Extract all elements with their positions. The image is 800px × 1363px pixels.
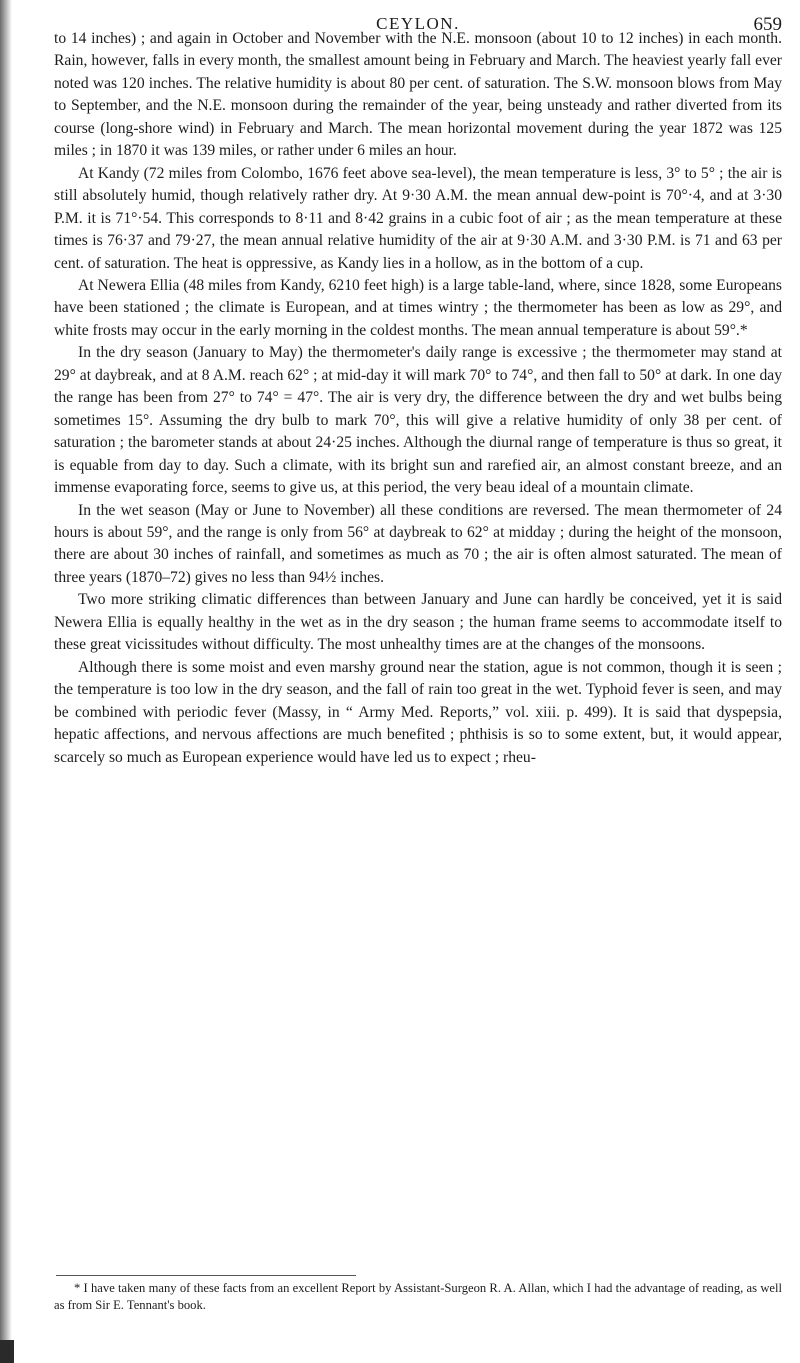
paragraph-dry-season: In the dry season (January to May) the thermometer's daily range is excessive ; the thermometer may stand at 29° at daybreak, and at 8 A.M. reach 62° ; at mid-day it will mark 70° to 74°, and then fall to 50° at dark. In one day the range has been from 27° to 74° = 47°. The air is very dry, the difference between the dry and wet bulbs being sometimes 15°. Assuming the dry bulb to mark 70°, this will give a relative humidity of only 38 per cent. of saturation ; the barometer stands at about 24·25 inches. Although the diurnal range of temperature is thus so great, it is equable from day to day. Such a climate, with its bright sun and rarefied air, an almost constant breeze, and an immense evaporating force, seems to give us, at this period, the very beau ideal of a mountain climate. <box>54 344 782 497</box>
paragraph-climatic-differences: Two more striking climatic differences than between January and June can hardly be conceived, yet it is said Newera Ellia is equally healthy in the wet as in the dry season ; the human frame seems to accommodate itself to these great vicissitudes without difficulty. The most unhealthy times are at the changes of the monsoons. <box>54 591 782 654</box>
page-number: 659 <box>753 14 782 35</box>
paragraph-kandy: At Kandy (72 miles from Colombo, 1676 feet above sea-level), the mean temperature is less, 3° to 5° ; the air is still absolutely humid, though relatively rather dry. At 9·30 A.M. the mean annual dew-point is 70°·4, and at 3·30 P.M. it is 71°·54. This corresponds to 8·11 and 8·42 grains in a cubic foot of air ; as the mean temperature at these times is 76·37 and 79·27, the mean annual relative humidity of the air at 9·30 A.M. and 3·30 P.M. is 71 and 63 per cent. of saturation. The heat is oppressive, as Kandy lies in a hollow, as in the bottom of a cup. <box>54 164 782 272</box>
book-page <box>54 0 782 1363</box>
footnote: * I have taken many of these facts from an excellent Report by Assistant-Surgeon R. A. Allan, which I had the advantage of reading, as well as from Sir E. Tennant's book. <box>54 1281 782 1312</box>
gutter-mark <box>0 1340 14 1363</box>
paragraph-diseases: Although there is some moist and even marshy ground near the station, ague is not common, though it is seen ; the temperature is too low in the dry season, and the fall of rain too great in the wet. Typhoid fever is seen, and may be combined with periodic fever (Massy, in “ Army Med. Reports,” vol. xiii. p. 499). It is said that dyspepsia, hepatic affections, and nervous affections are much benefited ; phthisis is so to some extent, but, it would appear, scarcely so much as European experience would have led us to expect ; rheu- <box>54 658 782 766</box>
book-gutter-shadow <box>0 0 12 1363</box>
paragraph-wet-season: In the wet season (May or June to November) all these conditions are reversed. The mean thermometer of 24 hours is about 59°, and the range is only from 56° at daybreak to 62° at midday ; during the height of the monsoon, there are about 30 inches of rainfall, and sometimes as much as 70 ; the air is often almost saturated. The mean of three years (1870–72) gives no less than 94½ inches. <box>54 501 782 586</box>
paragraph-newera-ellia: At Newera Ellia (48 miles from Kandy, 6210 feet high) is a large table-land, where, since 1828, some Europeans have been stationed ; the climate is European, and at times wintry ; the thermometer has been as low as 29°, and white frosts may occur in the early morning in the coldest months. The mean annual temperature is about 59°.* <box>54 276 782 339</box>
paragraph-rainfall: to 14 inches) ; and again in October and November with the N.E. monsoon (about 10 to 12 inches) in each month. Rain, however, falls in every month, the smallest amount being in February and March. The heaviest yearly fall ever noted was 120 inches. The relative humidity is about 80 per cent. of saturation. The S.W. monsoon blows from May to September, and the N.E. monsoon during the remainder of the year, being unsteady and rather diverted from its course (long-shore wind) in February and March. The mean horizontal movement during the year 1872 was 125 miles ; in 1870 it was 139 miles, or rather under 6 miles an hour. <box>54 30 782 160</box>
footnote-rule <box>56 1275 356 1276</box>
body-text <box>54 28 782 769</box>
running-head-title: CEYLON. <box>376 14 460 33</box>
